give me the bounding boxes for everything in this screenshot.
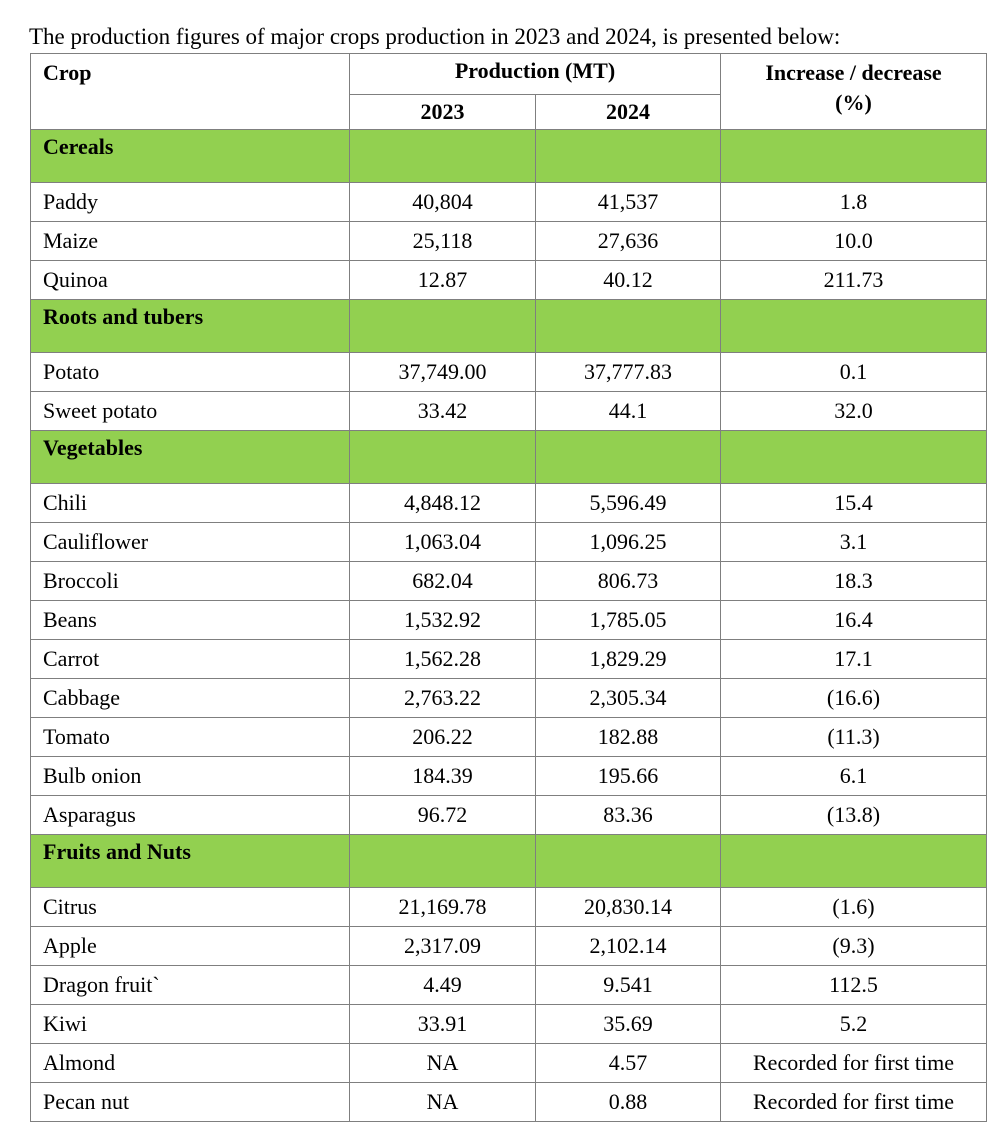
table-row	[31, 757, 987, 796]
production-2024-cell: 44.1	[536, 392, 721, 431]
production-2024-cell: 9.541	[536, 966, 721, 1005]
crop-name-cell: Almond	[31, 1044, 350, 1083]
category-empty-cell	[536, 431, 721, 484]
production-2023-cell: 21,169.78	[350, 888, 536, 927]
production-2023-cell: 4,848.12	[350, 484, 536, 523]
production-2024-cell: 5,596.49	[536, 484, 721, 523]
change-percent-cell: 6.1	[721, 757, 987, 796]
crop-name-cell: Quinoa	[31, 261, 350, 300]
year-2024-header: 2024	[536, 95, 721, 130]
table-row	[31, 927, 987, 966]
category-label: Cereals	[31, 130, 350, 183]
table-row	[31, 1044, 987, 1083]
crop-name-cell: Tomato	[31, 718, 350, 757]
production-2024-cell: 2,305.34	[536, 679, 721, 718]
category-empty-cell	[350, 300, 536, 353]
table-row	[31, 796, 987, 835]
crop-production-table	[30, 53, 987, 1122]
table-row	[31, 1005, 987, 1044]
production-2023-cell: 96.72	[350, 796, 536, 835]
change-percent-cell: 17.1	[721, 640, 987, 679]
intro-text: The production figures of major crops production in 2023 and 2024, is presented below:	[29, 24, 841, 49]
table-row	[31, 222, 987, 261]
production-2024-cell: 0.88	[536, 1083, 721, 1122]
crop-name-cell: Asparagus	[31, 796, 350, 835]
change-percent-cell: Recorded for first time	[721, 1044, 987, 1083]
change-percent-cell: 211.73	[721, 261, 987, 300]
table-body	[31, 130, 987, 1122]
category-empty-cell	[536, 130, 721, 183]
production-2024-cell: 806.73	[536, 562, 721, 601]
production-2023-cell: 33.42	[350, 392, 536, 431]
production-2024-cell: 4.57	[536, 1044, 721, 1083]
crop-name-cell: Citrus	[31, 888, 350, 927]
table-row	[31, 679, 987, 718]
category-empty-cell	[350, 431, 536, 484]
production-2023-cell: 2,317.09	[350, 927, 536, 966]
production-2023-cell: NA	[350, 1083, 536, 1122]
table-row	[31, 966, 987, 1005]
table-row	[31, 640, 987, 679]
change-percent-cell: (16.6)	[721, 679, 987, 718]
production-2023-cell: 40,804	[350, 183, 536, 222]
category-label: Vegetables	[31, 431, 350, 484]
crop-name-cell: Apple	[31, 927, 350, 966]
crop-name-cell: Carrot	[31, 640, 350, 679]
production-2023-cell: 12.87	[350, 261, 536, 300]
crop-name-cell: Potato	[31, 353, 350, 392]
crop-name-cell: Cauliflower	[31, 523, 350, 562]
category-empty-cell	[721, 300, 987, 353]
production-2023-cell: 2,763.22	[350, 679, 536, 718]
change-percent-cell: 5.2	[721, 1005, 987, 1044]
change-percent-cell: 3.1	[721, 523, 987, 562]
crop-name-cell: Maize	[31, 222, 350, 261]
production-2024-cell: 195.66	[536, 757, 721, 796]
crop-name-cell: Broccoli	[31, 562, 350, 601]
production-2023-cell: 4.49	[350, 966, 536, 1005]
category-empty-cell	[721, 130, 987, 183]
change-percent-cell: 18.3	[721, 562, 987, 601]
change-percent-cell: 112.5	[721, 966, 987, 1005]
change-percent-cell: (13.8)	[721, 796, 987, 835]
category-empty-cell	[721, 431, 987, 484]
production-2024-cell: 182.88	[536, 718, 721, 757]
table-row	[31, 484, 987, 523]
production-2024-cell: 1,096.25	[536, 523, 721, 562]
change-percent-cell: (11.3)	[721, 718, 987, 757]
change-percent-cell: 15.4	[721, 484, 987, 523]
crop-name-cell: Beans	[31, 601, 350, 640]
production-2024-cell: 83.36	[536, 796, 721, 835]
production-2023-cell: 206.22	[350, 718, 536, 757]
category-empty-cell	[350, 835, 536, 888]
production-2024-cell: 27,636	[536, 222, 721, 261]
table-row	[31, 562, 987, 601]
crop-name-cell: Paddy	[31, 183, 350, 222]
production-2023-cell: NA	[350, 1044, 536, 1083]
change-header-line2: (%)	[835, 90, 872, 115]
header-row	[31, 54, 987, 95]
category-empty-cell	[536, 300, 721, 353]
crop-name-cell: Chili	[31, 484, 350, 523]
category-row	[31, 300, 987, 353]
change-percent-cell: 16.4	[721, 601, 987, 640]
production-2024-cell: 1,829.29	[536, 640, 721, 679]
production-2023-cell: 1,532.92	[350, 601, 536, 640]
table-row	[31, 353, 987, 392]
production-2023-cell: 33.91	[350, 1005, 536, 1044]
production-2023-cell: 184.39	[350, 757, 536, 796]
change-percent-cell: Recorded for first time	[721, 1083, 987, 1122]
crop-name-cell: Sweet potato	[31, 392, 350, 431]
production-2024-cell: 41,537	[536, 183, 721, 222]
category-row	[31, 431, 987, 484]
production-2024-cell: 37,777.83	[536, 353, 721, 392]
production-2024-cell: 2,102.14	[536, 927, 721, 966]
change-column-header	[721, 54, 987, 130]
table-row	[31, 183, 987, 222]
production-2023-cell: 37,749.00	[350, 353, 536, 392]
crop-name-cell: Kiwi	[31, 1005, 350, 1044]
year-2023-header: 2023	[350, 95, 536, 130]
category-row	[31, 130, 987, 183]
crop-column-header: Crop	[31, 54, 350, 130]
production-2024-cell: 20,830.14	[536, 888, 721, 927]
table-row	[31, 718, 987, 757]
change-percent-cell: 32.0	[721, 392, 987, 431]
production-2023-cell: 25,118	[350, 222, 536, 261]
production-column-header: Production (MT)	[350, 54, 721, 95]
change-percent-cell: 1.8	[721, 183, 987, 222]
category-label: Roots and tubers	[31, 300, 350, 353]
change-percent-cell: 0.1	[721, 353, 987, 392]
production-2023-cell: 1,562.28	[350, 640, 536, 679]
change-percent-cell: 10.0	[721, 222, 987, 261]
crop-name-cell: Bulb onion	[31, 757, 350, 796]
table-row	[31, 523, 987, 562]
change-header-line1: Increase / decrease	[765, 60, 942, 85]
table-row	[31, 601, 987, 640]
crop-name-cell: Pecan nut	[31, 1083, 350, 1122]
production-2024-cell: 40.12	[536, 261, 721, 300]
category-row	[31, 835, 987, 888]
crop-name-cell: Cabbage	[31, 679, 350, 718]
category-label: Fruits and Nuts	[31, 835, 350, 888]
production-2024-cell: 1,785.05	[536, 601, 721, 640]
table-row	[31, 261, 987, 300]
crop-name-cell: Dragon fruit`	[31, 966, 350, 1005]
change-percent-cell: (1.6)	[721, 888, 987, 927]
table-row	[31, 888, 987, 927]
production-2023-cell: 682.04	[350, 562, 536, 601]
category-empty-cell	[721, 835, 987, 888]
change-percent-cell: (9.3)	[721, 927, 987, 966]
category-empty-cell	[350, 130, 536, 183]
production-2023-cell: 1,063.04	[350, 523, 536, 562]
production-2024-cell: 35.69	[536, 1005, 721, 1044]
category-empty-cell	[536, 835, 721, 888]
table-row	[31, 1083, 987, 1122]
table-row	[31, 392, 987, 431]
